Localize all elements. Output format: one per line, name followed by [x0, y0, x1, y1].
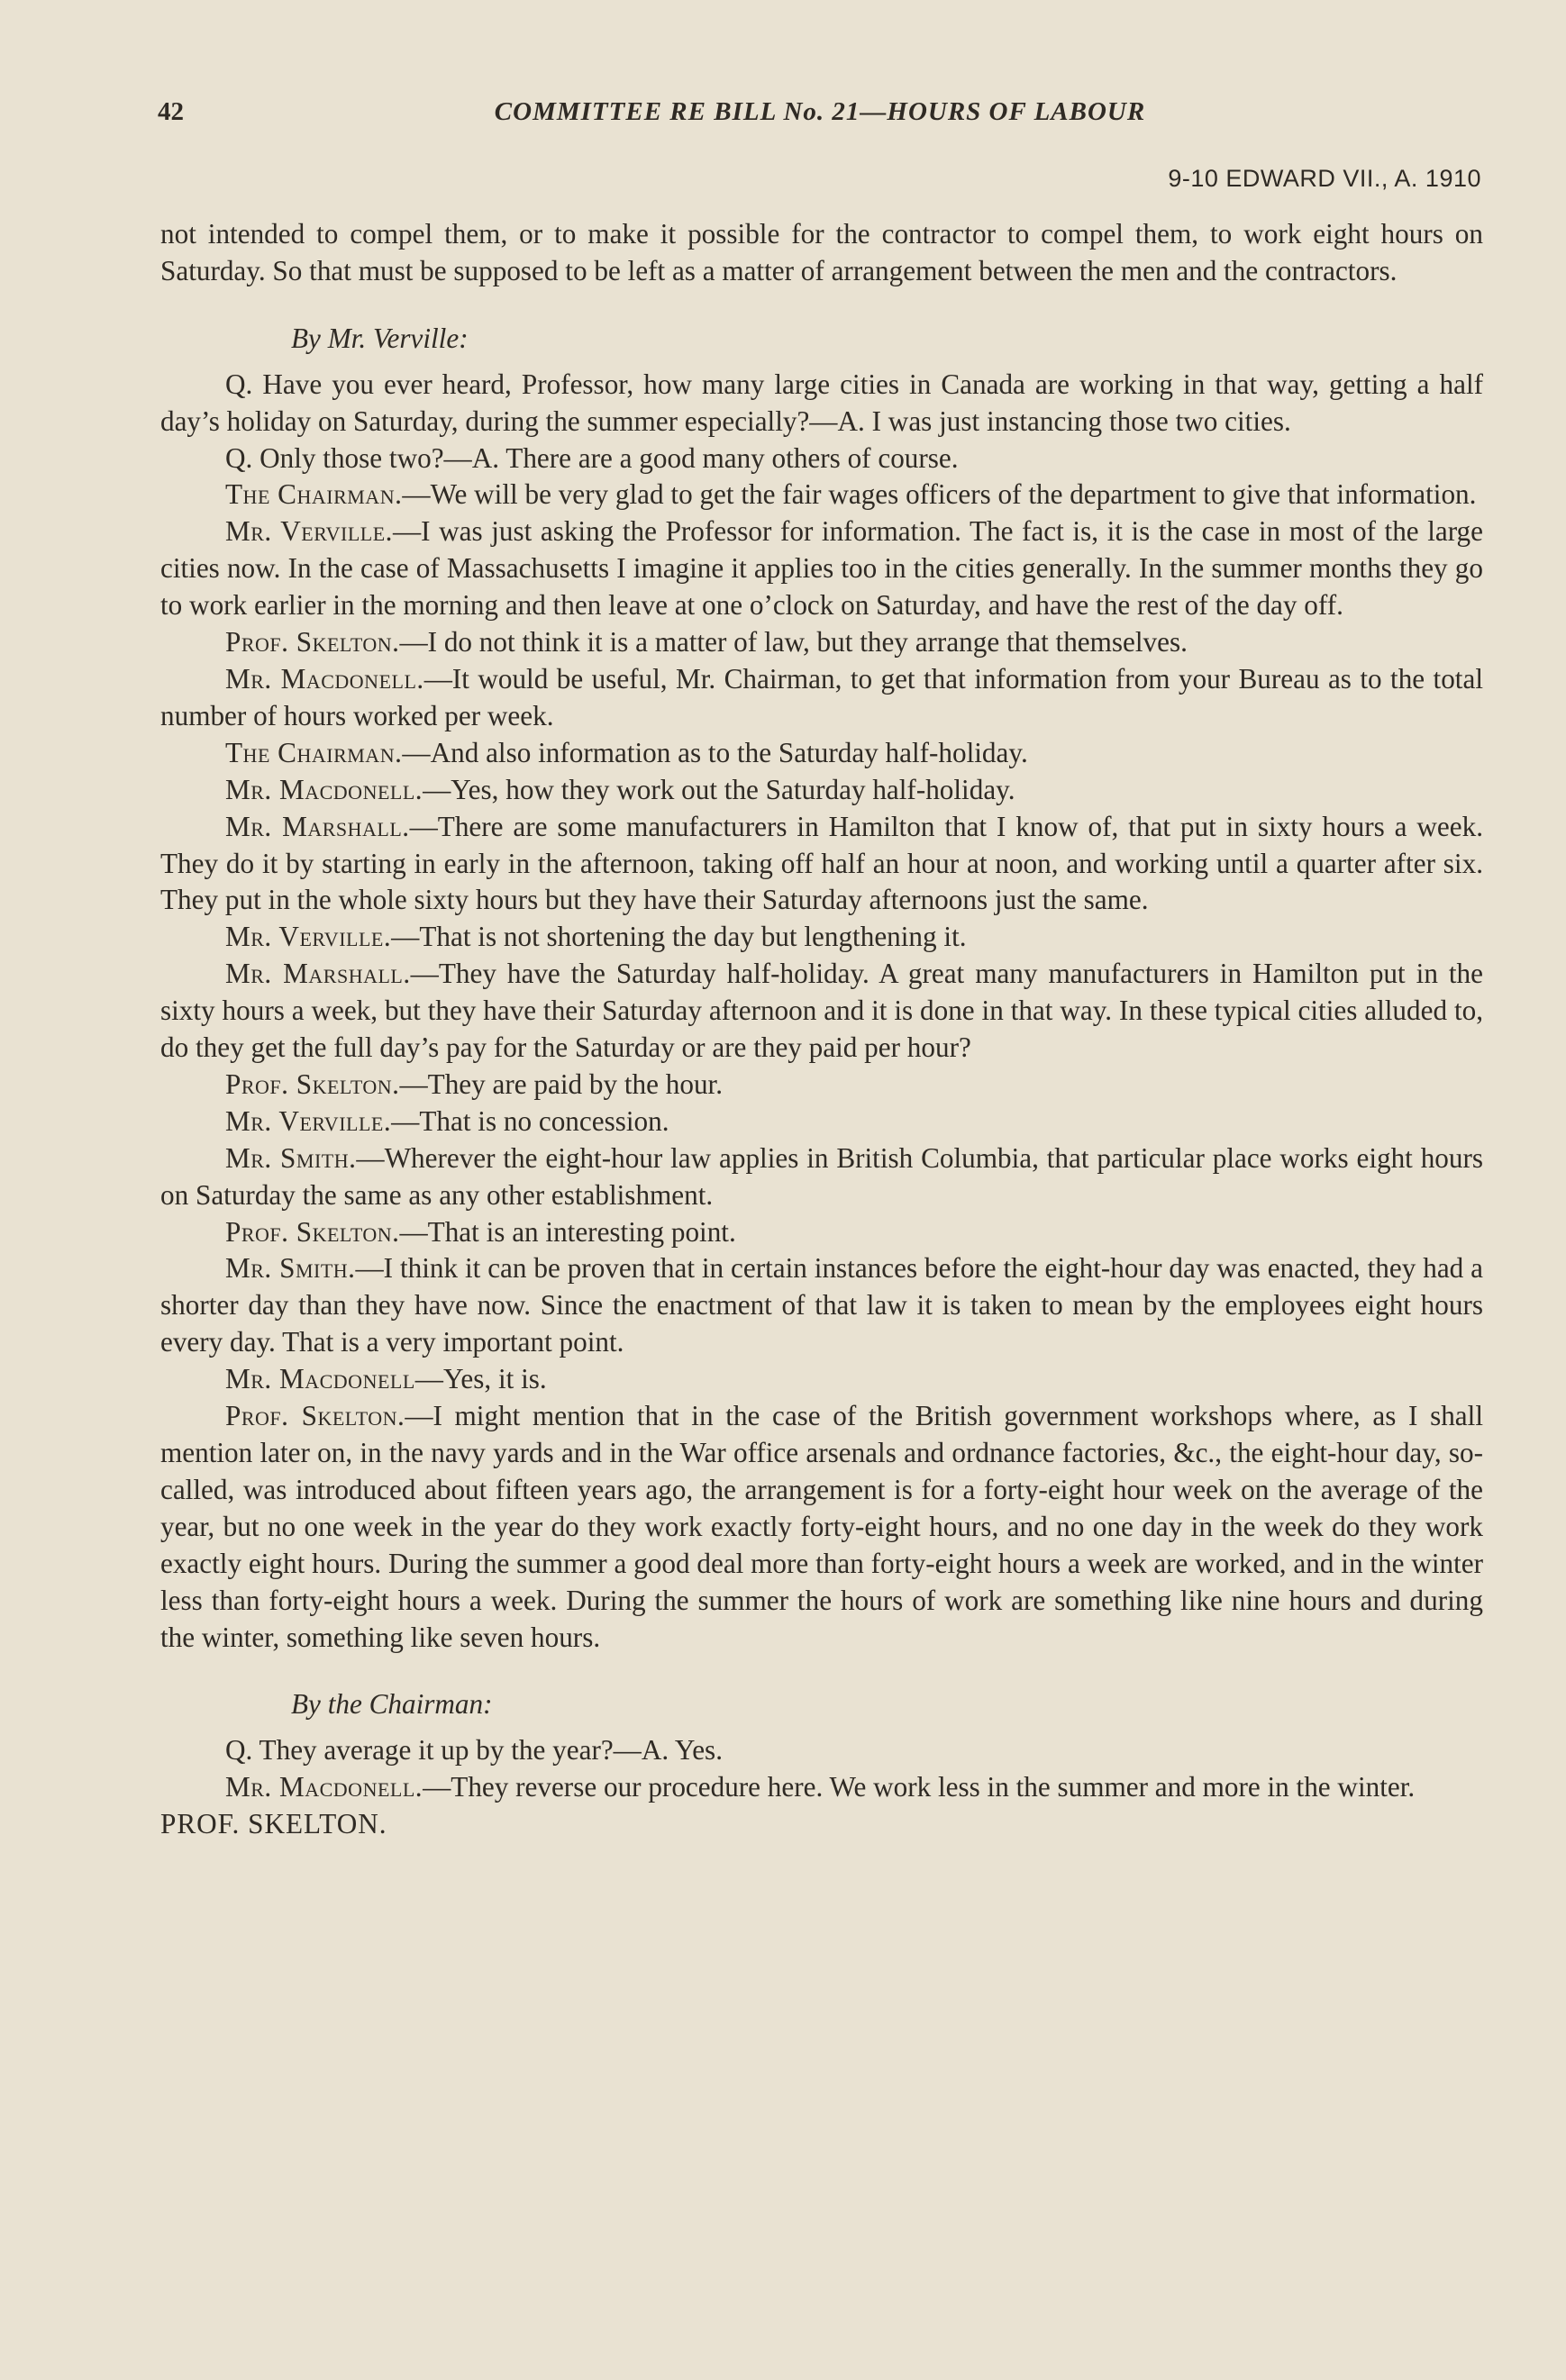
speaker-name: Mr. Verville. [225, 515, 393, 548]
section-heading: By the Chairman: [291, 1688, 493, 1721]
speaker-name: Mr. Macdonell. [225, 1771, 423, 1803]
signature-line: PROF. SKELTON. [160, 1808, 387, 1840]
speaker-name: Prof. Skelton. [225, 1400, 405, 1432]
speech-text: —Yes, it is. [414, 1363, 547, 1395]
speech-paragraph [160, 661, 1483, 735]
question-paragraph: Q. Only those two?—A. There are a good many others of course. [225, 441, 959, 474]
speech-text: —Wherever the eight-hour law applies in British Columbia, that particular place works eight hours on Saturday the same as any other establishment. [160, 1141, 1483, 1211]
body-text [160, 216, 1483, 1843]
speech-text: —I might mention that in the case of the British government workshops where, as I shall mention later on, in the navy yards and in the War office arsenals and ordnance factories, &c., the eight-hour day, so-called, was introduced about fifteen years ago, the arrangement is for a forty-eight hour week on the average of the year, but no one week in the year do they work exactly forty-eight hours, and no one day in the week do they work exactly eight hours. During the summer a good deal more than forty-eight hours a week are worked, and in the winter less than forty-eight hours a week. During the summer the hours of work are something like nine hours and during the winter, something like seven hours. [160, 1400, 1483, 1653]
speech-text: —I was just asking the Professor for information. The fact is, it is the case in most of the large cities now. In the case of Massachusetts I imagine it applies too in the cities generally. In the summer months they go to work earlier in the morning and then leave at one o’clock on Saturday, and have the rest of the day off. [160, 515, 1483, 622]
speech-text: —It would be useful, Mr. Chairman, to get that information from your Bureau as to the total number of hours worked per week. [160, 662, 1483, 731]
section-heading: By Mr. Verville: [291, 322, 469, 354]
speech-text: —That is an interesting point. [399, 1215, 736, 1248]
speaker-name: Prof. Skelton. [225, 1215, 400, 1248]
speech-text: —They have the Saturday half-holiday. A great many manufacturers in Hamilton put in the sixty hours a week, but they have their Saturday afternoon and it is done in that way. In these typical cities alluded to, do they get the full day’s pay for the Saturday or are they paid per hour? [160, 958, 1483, 1064]
speech-paragraph [160, 1250, 1483, 1361]
speech-paragraph [160, 1140, 1483, 1214]
speaker-name: Mr. Macdonell. [225, 773, 423, 805]
speech-text: —And also information as to the Saturday half-holiday. [402, 736, 1028, 768]
speech-paragraph [160, 919, 1483, 956]
speech-text: —They are paid by the hour. [399, 1067, 724, 1100]
speech-text: —That is not shortening the day but lengthening it. [391, 921, 967, 953]
speech-paragraph [160, 1769, 1483, 1806]
speech-text: —That is no concession. [391, 1104, 669, 1137]
speech-paragraph [160, 624, 1483, 661]
speech-text: —I think it can be proven that in certain instances before the eight-hour day was enacted, they had a shorter day than they have now. Since the enactment of that law it is taken to mean by the employees eight hours every day. That is a very important point. [160, 1252, 1483, 1358]
speaker-name: Mr. Verville. [225, 1104, 392, 1137]
speaker-name: The Chairman. [225, 478, 403, 511]
speech-paragraph [160, 1361, 1483, 1398]
speech-paragraph [160, 513, 1483, 624]
speaker-name: Mr. Smith. [225, 1141, 357, 1174]
speech-text: —There are some manufacturers in Hamilton that I know of, that put in sixty hours a week. They do it by starting in early in the afternoon, taking off half an hour at noon, and working until a quarter after six. They put in the whole sixty hours but they have their Saturday afternoons just the same. [160, 810, 1483, 916]
speech-text: —I do not think it is a matter of law, but they arrange that themselves. [399, 626, 1188, 659]
speech-paragraph [160, 809, 1483, 920]
paragraph: not intended to compel them, or to make it possible for the contractor to compel them, to work eight hours on Saturday. So that must be supposed to be left as a matter of arrangement between the men and the contractors. [160, 218, 1483, 286]
speaker-name: Mr. Macdonell [225, 1363, 415, 1395]
speaker-name: Prof. Skelton. [225, 626, 400, 659]
speech-paragraph [160, 477, 1483, 513]
speaker-name: Prof. Skelton. [225, 1067, 400, 1100]
speech-paragraph [160, 1214, 1483, 1251]
page-number: 42 [158, 97, 184, 126]
speaker-name: Mr. Macdonell. [225, 662, 424, 695]
speech-paragraph [160, 1067, 1483, 1104]
speaker-name: Mr. Verville. [225, 921, 392, 953]
speaker-name: Mr. Marshall. [225, 810, 410, 842]
speech-paragraph [160, 1398, 1483, 1656]
speaker-name: Mr. Marshall. [225, 958, 411, 990]
speech-paragraph [160, 735, 1483, 772]
question-paragraph: Q. They average it up by the year?—A. Yes. [225, 1734, 723, 1767]
speech-text: —Yes, how they work out the Saturday half-holiday. [423, 773, 1015, 805]
speaker-name: Mr. Smith. [225, 1252, 356, 1285]
speech-text: —We will be very glad to get the fair wages officers of the department to give that information. [402, 478, 1477, 511]
speech-paragraph [160, 772, 1483, 809]
question-paragraph: Q. Have you ever heard, Professor, how many large cities in Canada are working in that way, getting a half day’s holiday on Saturday, during the summer especially?—A. I was just instancing those two cities. [160, 368, 1483, 437]
session-line: 9-10 EDWARD VII., A. 1910 [1168, 165, 1481, 192]
running-head: COMMITTEE RE BILL No. 21—HOURS OF LABOUR [494, 97, 1146, 126]
speech-text: —They reverse our procedure here. We work less in the summer and more in the winter. [423, 1771, 1416, 1803]
page-header [158, 97, 1482, 142]
speech-paragraph [160, 1104, 1483, 1140]
speech-paragraph [160, 956, 1483, 1067]
speaker-name: The Chairman. [225, 736, 403, 768]
